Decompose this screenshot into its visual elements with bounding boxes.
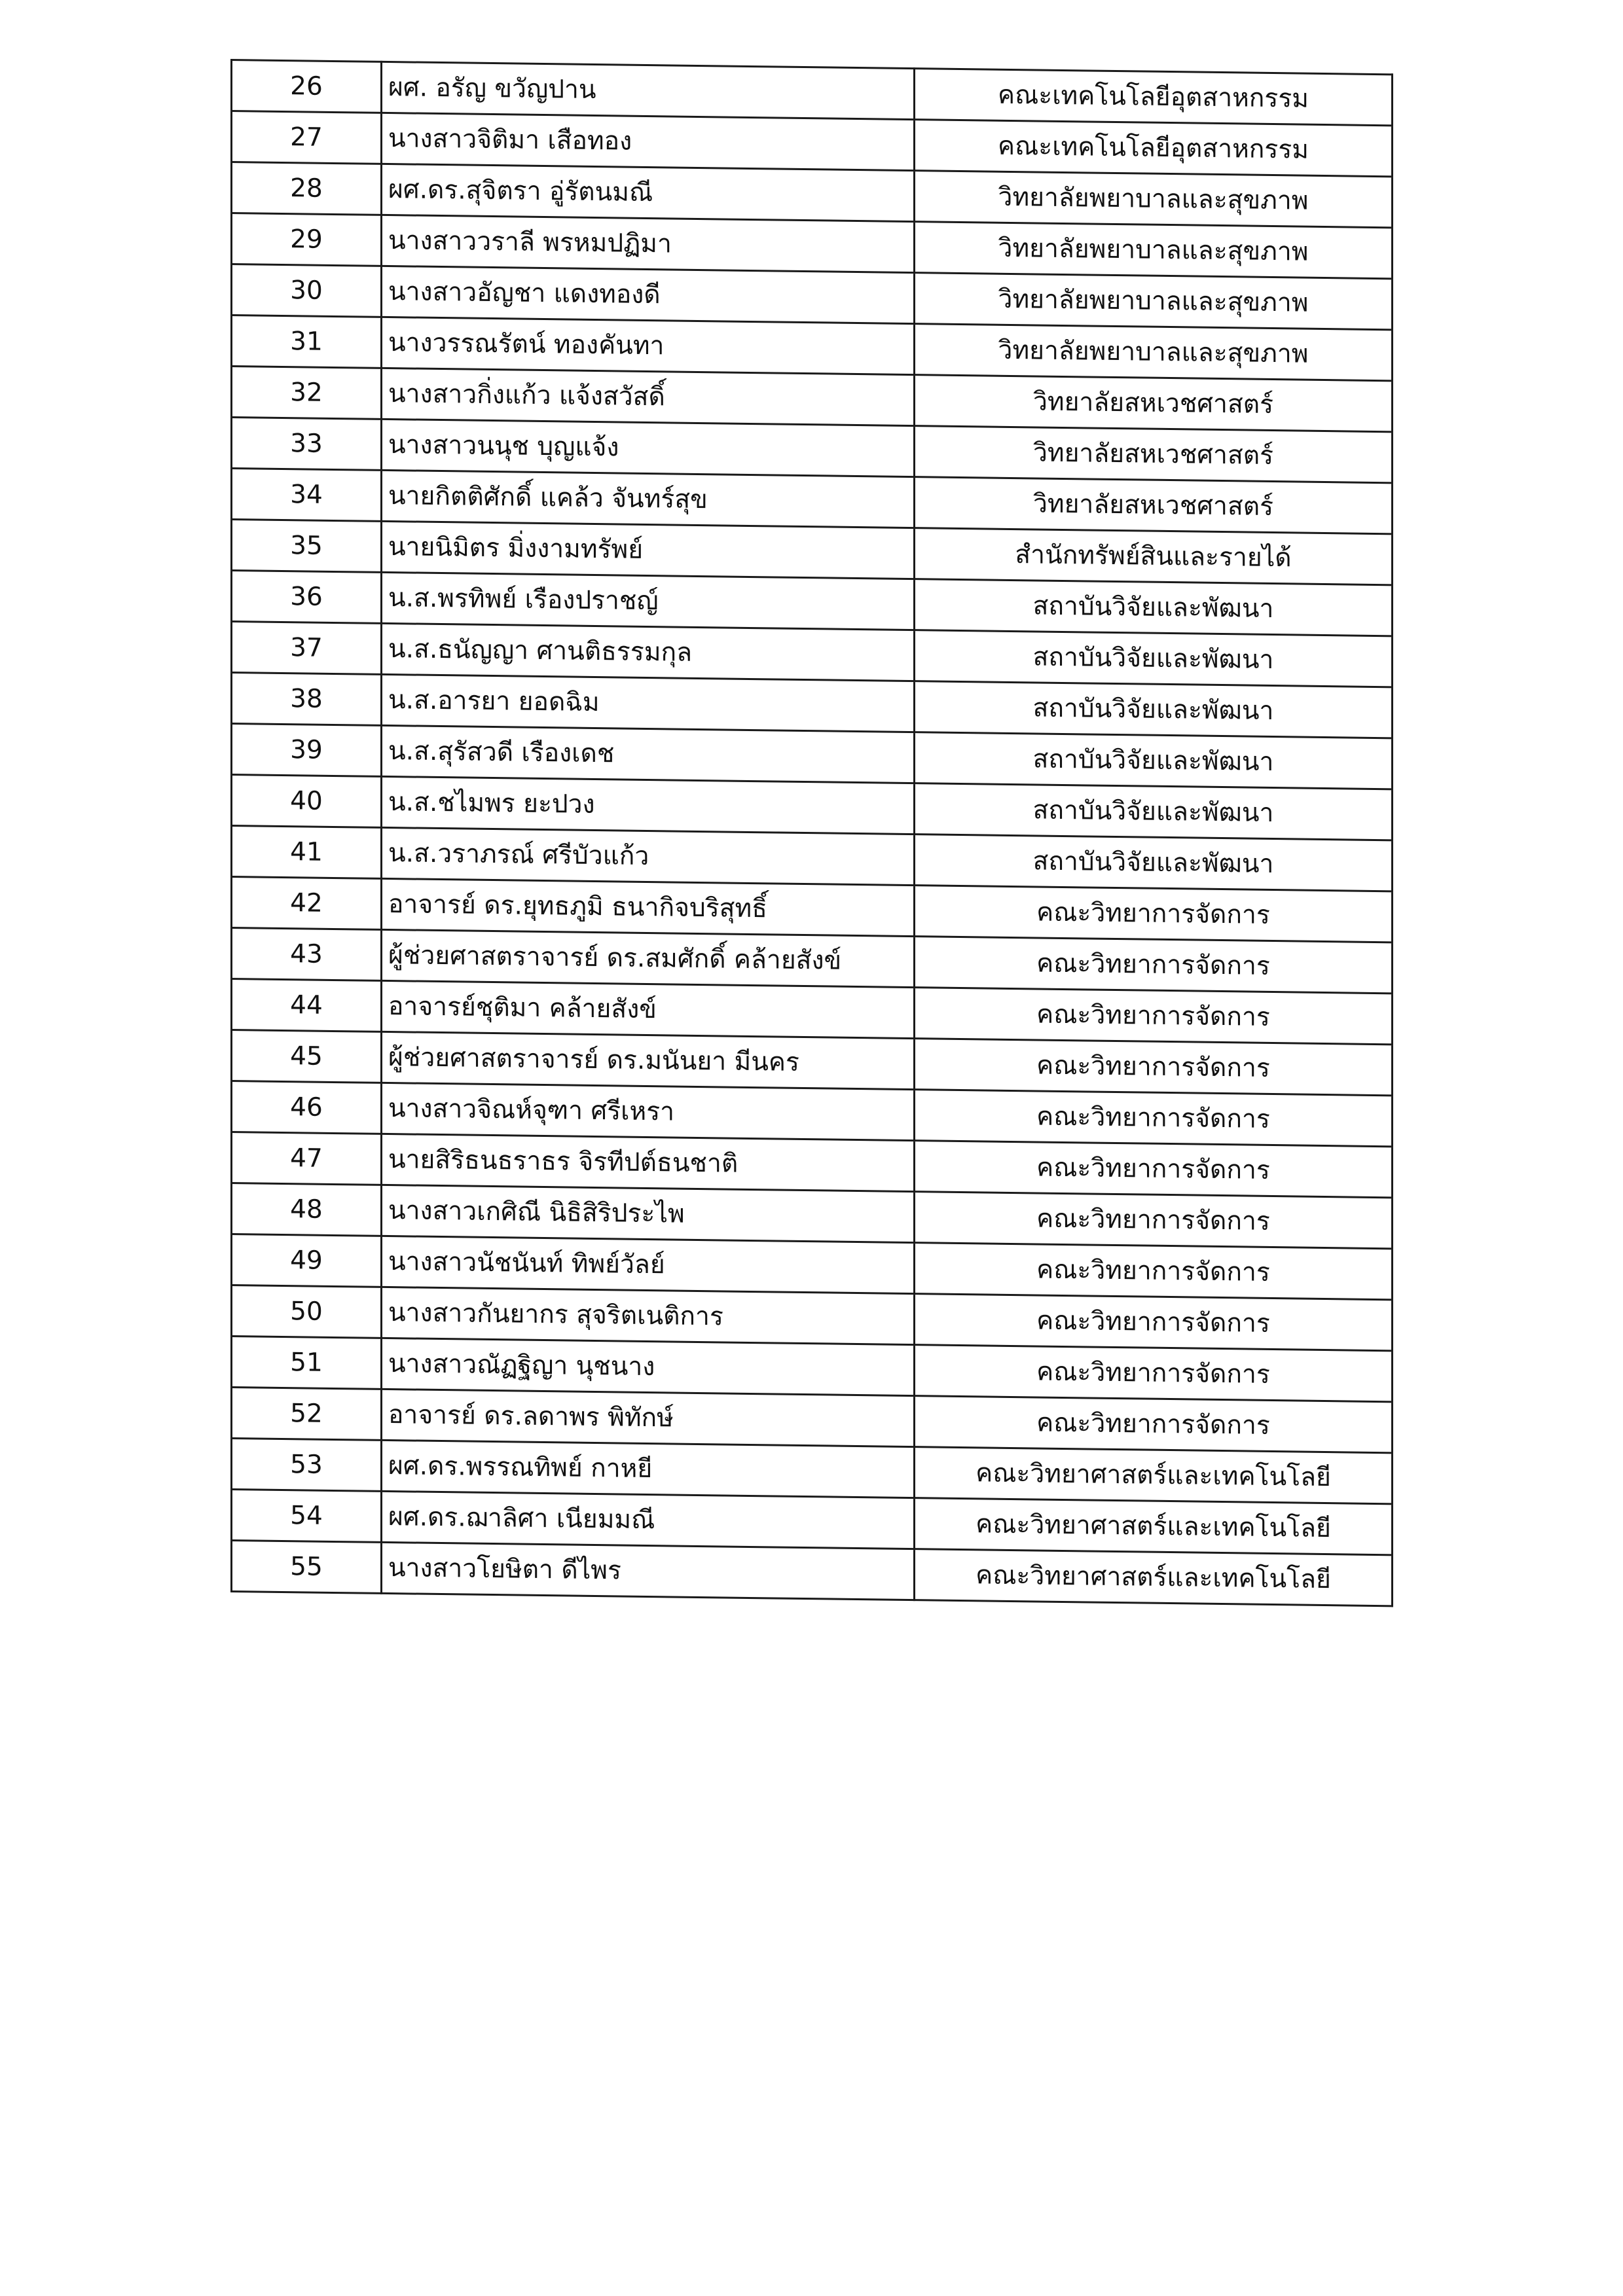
organization-unit: คณะวิทยาการจัดการ <box>915 988 1393 1045</box>
person-name: นางสาวเกศิณี นิธิสิริประไพ <box>382 1185 915 1242</box>
row-number: 34 <box>232 469 382 522</box>
organization-unit: สถาบันวิจัยและพัฒนา <box>915 681 1393 738</box>
row-number: 44 <box>232 979 382 1032</box>
organization-unit: คณะวิทยาการจัดการ <box>915 1243 1393 1300</box>
row-number: 49 <box>232 1234 382 1287</box>
row-number: 39 <box>232 724 382 777</box>
row-number: 37 <box>232 622 382 675</box>
row-number: 45 <box>232 1030 382 1083</box>
participant-table-body <box>232 60 1393 1606</box>
organization-unit: วิทยาลัยสหเวชศาสตร์ <box>915 375 1393 432</box>
organization-unit: คณะวิทยาการจัดการ <box>915 1345 1393 1402</box>
person-name: นางสาวนัชนันท์ ทิพย์วัลย์ <box>382 1236 915 1293</box>
person-name: ผศ.ดร.พรรณทิพย์ กาหยี <box>382 1440 915 1498</box>
row-number: 36 <box>232 571 382 624</box>
person-name: อาจารย์ชุติมา คล้ายสังข์ <box>382 980 915 1038</box>
organization-unit: คณะเทคโนโลยีอุตสาหกรรม <box>915 120 1393 177</box>
organization-unit: วิทยาลัยพยาบาลและสุขภาพ <box>915 171 1393 228</box>
person-name: นางสาวอัญชา แดงทองดี <box>382 266 915 323</box>
organization-unit: สำนักทรัพย์สินและรายได้ <box>915 528 1393 585</box>
person-name: น.ส.วราภรณ์ ศรีบัวแก้ว <box>382 827 915 885</box>
organization-unit: วิทยาลัยสหเวชศาสตร์ <box>915 477 1393 534</box>
row-number: 47 <box>232 1132 382 1185</box>
organization-unit: สถาบันวิจัยและพัฒนา <box>915 732 1393 789</box>
person-name: นายสิริธนธราธร จิรทีปต์ธนชาติ <box>382 1134 915 1191</box>
organization-unit: คณะวิทยาศาสตร์และเทคโนโลยี <box>915 1549 1393 1606</box>
row-number: 42 <box>232 877 382 930</box>
organization-unit: สถาบันวิจัยและพัฒนา <box>915 579 1393 636</box>
row-number: 31 <box>232 315 382 368</box>
person-name: น.ส.พรทิพย์ เรืองปราชญ์ <box>382 572 915 630</box>
row-number: 53 <box>232 1439 382 1492</box>
organization-unit: คณะวิทยาการจัดการ <box>915 1141 1393 1198</box>
organization-unit: สถาบันวิจัยและพัฒนา <box>915 834 1393 891</box>
organization-unit: คณะวิทยาการจัดการ <box>915 886 1393 942</box>
organization-unit: คณะวิทยาการจัดการ <box>915 1294 1393 1351</box>
row-number: 29 <box>232 213 382 266</box>
row-number: 51 <box>232 1336 382 1390</box>
row-number: 30 <box>232 264 382 317</box>
person-name: นางสาววราลี พรหมปฏิมา <box>382 215 915 272</box>
organization-unit: สถาบันวิจัยและพัฒนา <box>915 630 1393 687</box>
row-number: 48 <box>232 1183 382 1236</box>
row-number: 54 <box>232 1490 382 1543</box>
row-number: 33 <box>232 418 382 471</box>
person-name: ผศ. อรัญ ขวัญปาน <box>382 62 915 119</box>
row-number: 50 <box>232 1285 382 1338</box>
person-name: นางวรรณรัตน์ ทองคันทา <box>382 317 915 374</box>
row-number: 26 <box>232 60 382 113</box>
row-number: 46 <box>232 1081 382 1134</box>
person-name: น.ส.สุรัสวดี เรืองเดช <box>382 725 915 783</box>
person-name: อาจารย์ ดร.ลดาพร พิทักษ์ <box>382 1389 915 1446</box>
row-number: 35 <box>232 520 382 573</box>
row-number: 40 <box>232 775 382 828</box>
organization-unit: คณะวิทยาการจัดการ <box>915 1192 1393 1249</box>
row-number: 55 <box>232 1541 382 1594</box>
row-number: 38 <box>232 673 382 726</box>
organization-unit: วิทยาลัยสหเวชศาสตร์ <box>915 426 1393 483</box>
person-name: ผศ.ดร.สุจิตรา อู่รัตนมณี <box>382 164 915 221</box>
row-number: 52 <box>232 1388 382 1441</box>
person-name: อาจารย์ ดร.ยุทธภูมิ ธนากิจบริสุทธิ์ <box>382 878 915 936</box>
organization-unit: วิทยาลัยพยาบาลและสุขภาพ <box>915 324 1393 381</box>
person-name: ผู้ช่วยศาสตราจารย์ ดร.สมศักดิ์ คล้ายสังข์ <box>382 929 915 987</box>
person-name: นางสาวโยษิตา ดีไพร <box>382 1542 915 1600</box>
participant-table <box>230 59 1393 1607</box>
person-name: น.ส.อารยา ยอดฉิม <box>382 674 915 732</box>
organization-unit: คณะเทคโนโลยีอุตสาหกรรม <box>915 69 1393 126</box>
row-number: 41 <box>232 826 382 879</box>
person-name: นางสาวกันยากร สุจริตเนติการ <box>382 1287 915 1344</box>
organization-unit: คณะวิทยาการจัดการ <box>915 1039 1393 1096</box>
person-name: ผู้ช่วยศาสตราจารย์ ดร.มนันยา มีนคร <box>382 1031 915 1089</box>
person-name: นายนิมิตร มิ่งงามทรัพย์ <box>382 521 915 579</box>
person-name: นางสาวกิ่งแก้ว แจ้งสวัสดิ์ <box>382 368 915 425</box>
row-number: 27 <box>232 111 382 164</box>
organization-unit: คณะวิทยาศาสตร์และเทคโนโลยี <box>915 1447 1393 1504</box>
organization-unit: วิทยาลัยพยาบาลและสุขภาพ <box>915 222 1393 279</box>
organization-unit: คณะวิทยาการจัดการ <box>915 1396 1393 1453</box>
row-number: 43 <box>232 928 382 981</box>
row-number: 28 <box>232 162 382 215</box>
person-name: นางสาวณัฏฐิญา นุชนาง <box>382 1338 915 1395</box>
organization-unit: คณะวิทยาการจัดการ <box>915 1090 1393 1147</box>
person-name: นางสาวจิติมา เสือทอง <box>382 113 915 170</box>
person-name: น.ส.ชไมพร ยะปวง <box>382 776 915 834</box>
organization-unit: สถาบันวิจัยและพัฒนา <box>915 783 1393 840</box>
person-name: นายกิตติศักดิ์ แคล้ว จันทร์สุข <box>382 470 915 528</box>
row-number: 32 <box>232 367 382 420</box>
person-name: น.ส.ธนัญญา ศานติธรรมกุล <box>382 623 915 681</box>
organization-unit: คณะวิทยาการจัดการ <box>915 937 1393 994</box>
organization-unit: คณะวิทยาศาสตร์และเทคโนโลยี <box>915 1498 1393 1555</box>
person-name: ผศ.ดร.ฌาลิศา เนียมมณี <box>382 1491 915 1549</box>
person-name: นางสาวนนุช บุญแจ้ง <box>382 419 915 476</box>
person-name: นางสาวจิณห์จุฑา ศรีเหรา <box>382 1083 915 1140</box>
organization-unit: วิทยาลัยพยาบาลและสุขภาพ <box>915 273 1393 330</box>
